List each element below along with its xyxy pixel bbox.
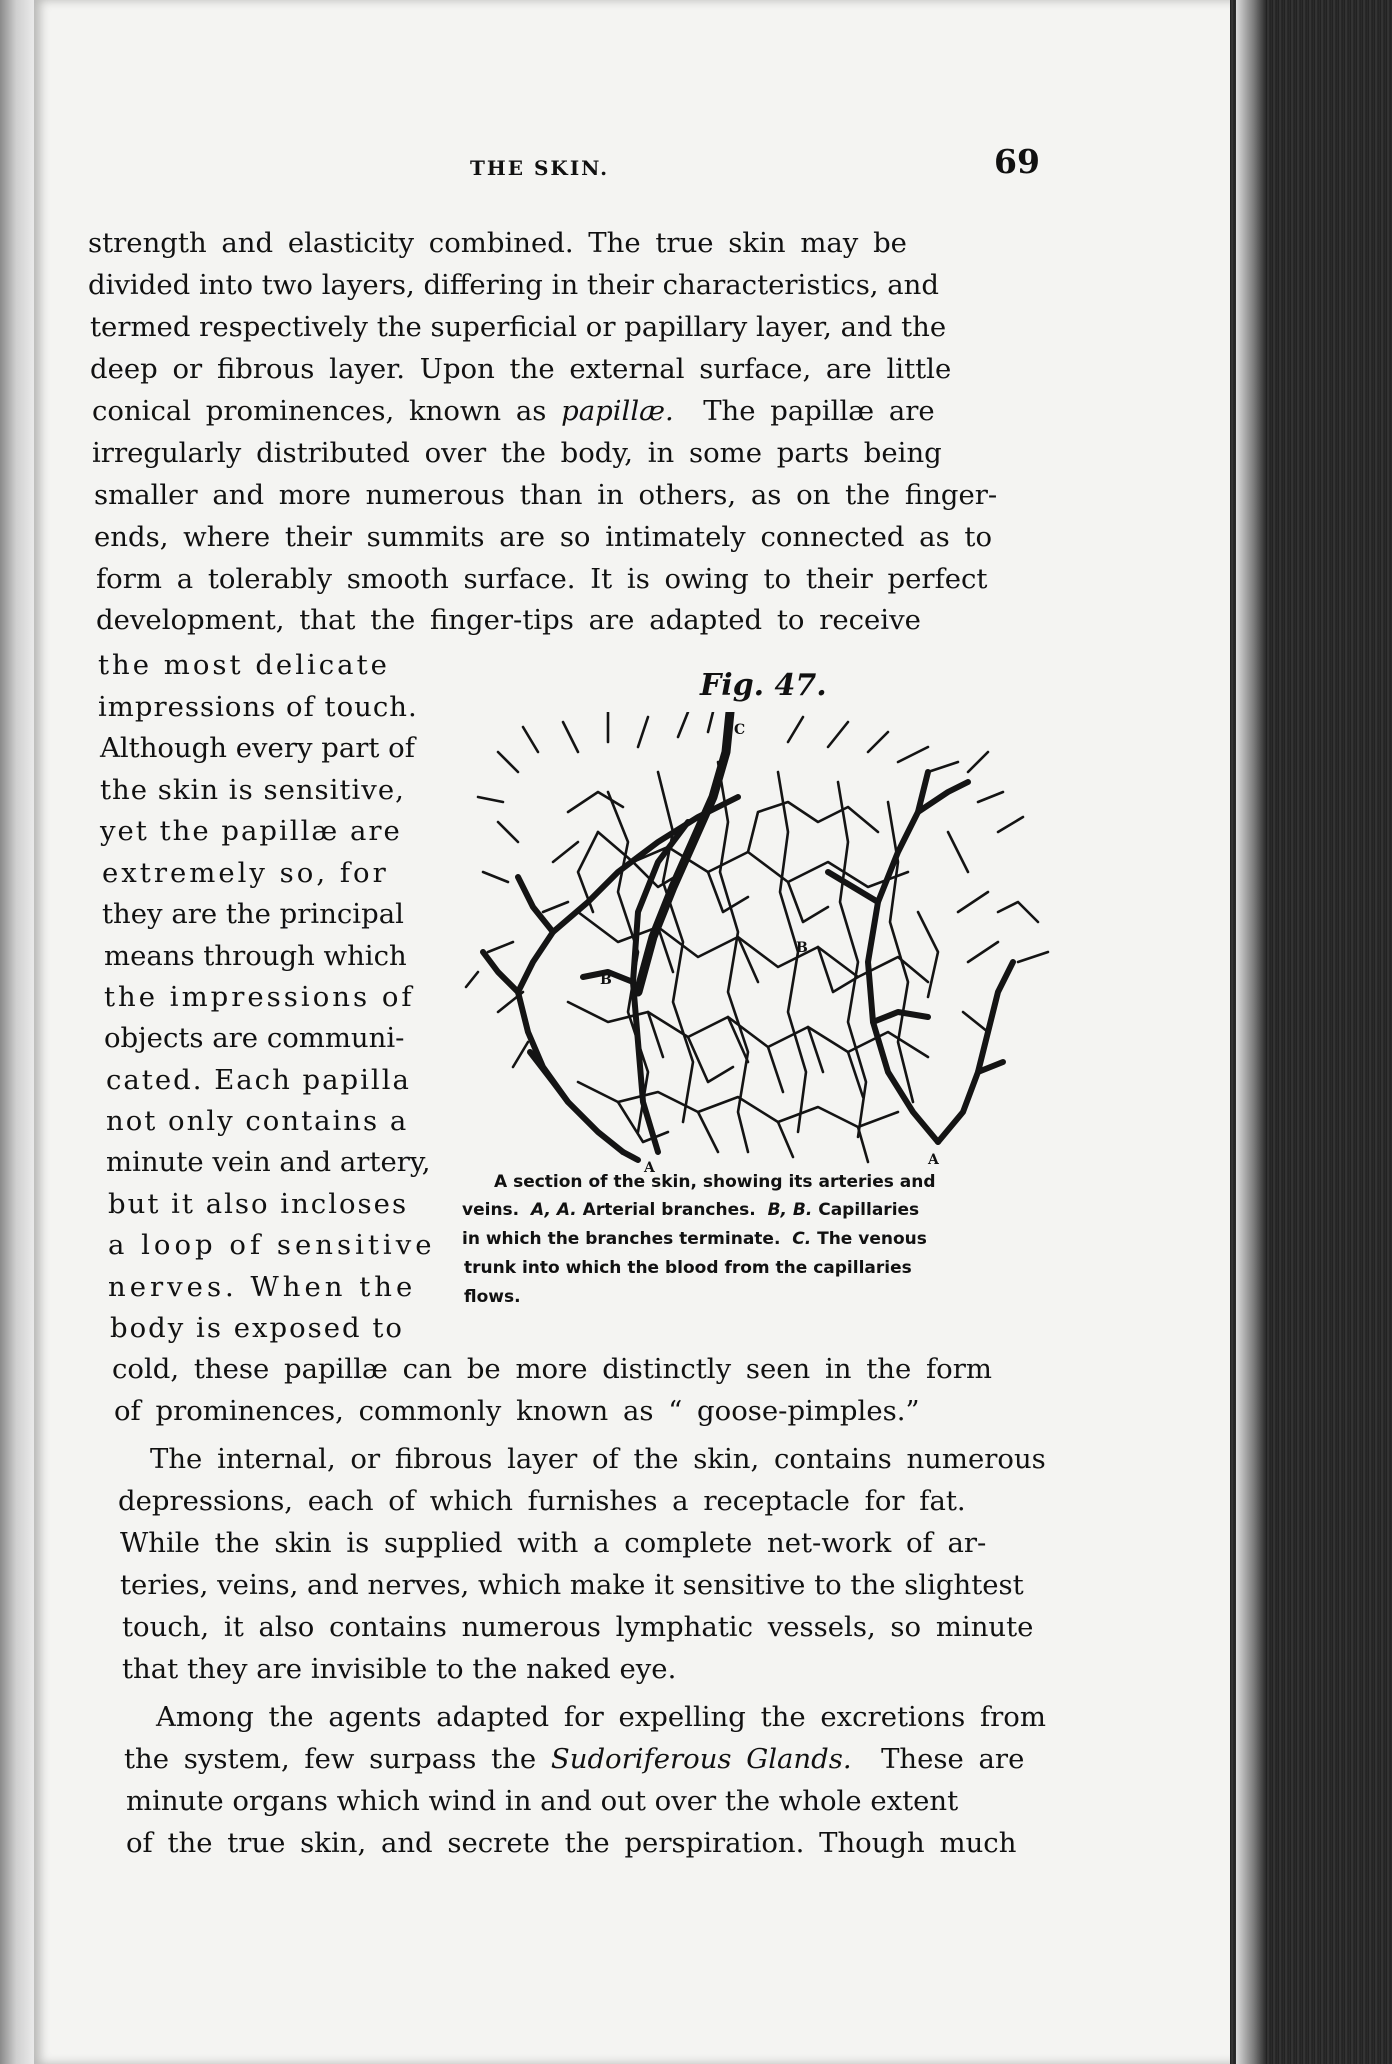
body-line: that they are invisible to the naked eye. xyxy=(122,1653,677,1685)
body-line: termed respectively the superficial or papillary layer, and the xyxy=(90,311,947,343)
body-line: touch, it also contains numerous lymphatic vessels, so minute xyxy=(122,1611,1034,1643)
narrow-line: minute vein and artery, xyxy=(106,1146,431,1178)
narrow-line: impressions of touch. xyxy=(98,691,418,723)
page-curl-shadow xyxy=(1236,0,1266,2064)
body-line: divided into two layers, differing in their characteristics, and xyxy=(88,269,939,301)
skin-section-figure xyxy=(458,712,1058,1182)
figure-caption-line: flows. xyxy=(464,1287,521,1307)
narrow-line: a loop of sensitive xyxy=(108,1229,436,1261)
body-line: ends, where their summits are so intimately connected as to xyxy=(94,521,993,553)
narrow-line: Although every part of xyxy=(100,732,415,764)
narrow-line: extremely so, for xyxy=(102,857,389,889)
narrow-line: nerves. When the xyxy=(108,1271,417,1303)
body-line: deep or fibrous layer. Upon the external surface, are little xyxy=(90,353,952,385)
narrow-line: the impressions of xyxy=(104,981,415,1013)
body-line: of the true skin, and secrete the perspiration. Though much xyxy=(126,1827,1017,1859)
figure-letter-a: A xyxy=(928,1152,939,1168)
body-line: depressions, each of which furnishes a receptacle for fat. xyxy=(118,1485,966,1517)
body-line: smaller and more numerous than in others, as on the finger- xyxy=(94,479,998,511)
narrow-line: body is exposed to xyxy=(110,1312,404,1344)
figure-letter-b: B xyxy=(796,940,808,956)
running-head: THE SKIN. xyxy=(470,156,610,180)
narrow-line: cated. Each papilla xyxy=(106,1064,411,1096)
figure-caption-line: A section of the skin, showing its arteries and xyxy=(494,1172,936,1192)
figure-letter-a: A xyxy=(644,1160,655,1176)
body-line: strength and elasticity combined. The true skin may be xyxy=(88,227,907,259)
narrow-line: they are the principal xyxy=(102,898,404,930)
body-line: Among the agents adapted for expelling the excretions from xyxy=(156,1701,1046,1733)
body-line: of prominences, commonly known as “ goose-pimples.” xyxy=(114,1395,920,1427)
page-number: 69 xyxy=(994,142,1040,181)
figure-caption-line: veins. A, A. Arterial branches. B, B. Capillaries xyxy=(462,1200,920,1220)
figure-caption-line: trunk into which the blood from the capillaries xyxy=(464,1258,912,1278)
italic-term: Sudoriferous Glands. xyxy=(550,1743,852,1775)
body-line: The internal, or fibrous layer of the skin, contains numerous xyxy=(150,1443,1046,1475)
narrow-line: yet the papillæ are xyxy=(100,815,402,847)
figure-caption-line: in which the branches terminate. C. The venous xyxy=(462,1229,927,1249)
figure-label: Fig. 47. xyxy=(700,668,827,703)
body-line: cold, these papillæ can be more distinctly seen in the form xyxy=(112,1353,992,1385)
narrow-line: but it also incloses xyxy=(108,1188,409,1220)
narrow-line: means through which xyxy=(104,940,407,972)
narrow-line: not only contains a xyxy=(106,1105,409,1137)
body-line: the system, few surpass the Sudoriferous Glands. These are xyxy=(124,1743,1025,1775)
body-line: teries, veins, and nerves, which make it sensitive to the slightest xyxy=(120,1569,1024,1601)
body-line: While the skin is supplied with a complete net-work of ar- xyxy=(120,1527,987,1559)
narrow-line: the skin is sensitive, xyxy=(100,774,405,806)
figure-letter-b: B xyxy=(600,972,612,988)
narrow-line: the most delicate xyxy=(98,649,390,681)
body-line: minute organs which wind in and out over the whole extent xyxy=(126,1785,959,1817)
body-line: conical prominences, known as papillæ. The papillæ are xyxy=(92,395,935,427)
italic-term: papillæ. xyxy=(561,395,674,427)
narrow-line: objects are communi- xyxy=(104,1022,405,1054)
body-line: irregularly distributed over the body, in some parts being xyxy=(92,437,942,469)
figure-letter-c: C xyxy=(734,722,746,738)
body-line: development, that the finger-tips are adapted to receive xyxy=(96,604,921,636)
body-line: form a tolerably smooth surface. It is owing to their perfect xyxy=(96,563,988,595)
